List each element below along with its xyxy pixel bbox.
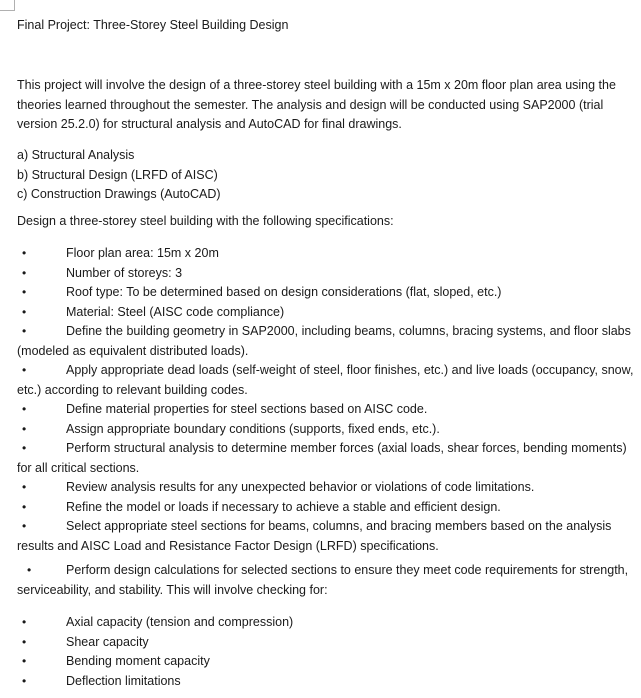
bullet-icon: • — [22, 441, 27, 455]
bullet-icon: • — [22, 615, 27, 629]
specifications-lead: Design a three-storey steel building with the following specifications: — [17, 214, 394, 228]
list-item-text: Bending moment capacity — [66, 654, 210, 668]
list-item-text: Number of storeys: 3 — [66, 265, 183, 280]
bullet-icon: • — [22, 265, 27, 280]
list-item — [17, 652, 639, 672]
list-item-text: Assign appropriate boundary conditions (supports, fixed ends, etc.). — [66, 421, 440, 436]
list-item — [17, 672, 639, 692]
list-item-text: Deflection limitations — [66, 673, 181, 688]
bullet-icon: • — [22, 363, 27, 377]
bullet-icon: • — [22, 673, 27, 688]
list-item-text: Shear capacity — [66, 634, 149, 649]
list-item — [17, 283, 639, 303]
list-item — [17, 561, 639, 600]
bullet-icon: • — [22, 634, 27, 649]
list-item — [17, 303, 639, 323]
list-item-text: Select appropriate steel sections for beams, columns, and bracing members based on the analysis results and AISC Load and Resistance Factor Design (LRFD) specifications. — [17, 519, 612, 553]
list-item-text: Material: Steel (AISC code compliance) — [66, 304, 285, 319]
specifications-list — [17, 244, 639, 556]
phase-item: b) Structural Design (LRFD of AISC) — [17, 167, 218, 182]
bullet-icon: • — [22, 304, 27, 319]
list-item-text: Define the building geometry in SAP2000, including beams, columns, bracing systems, and floor slabs (modeled as equivalent distributed loads). — [17, 324, 631, 358]
list-item-text: Review analysis results for any unexpected behavior or violations of code limitations. — [66, 480, 535, 494]
bullet-icon: • — [22, 480, 27, 494]
list-item — [17, 517, 639, 556]
list-item — [17, 244, 639, 264]
list-item — [17, 264, 639, 284]
intro-paragraph: This project will involve the design of a three-storey steel building with a 15m x 20m floor plan area using the theories learned throughout the semester. The analysis and design will be conducted using SAP2000 (trial version 25.2.0) for structural analysis and AutoCAD for final drawings. — [17, 78, 616, 131]
list-item — [17, 613, 639, 633]
list-item — [17, 420, 639, 440]
bullet-icon: • — [22, 246, 27, 260]
list-item-text: Apply appropriate dead loads (self-weight of steel, floor finishes, etc.) and live loads (occupancy, snow, etc.) according to relevant building codes. — [17, 363, 634, 397]
bullet-icon: • — [27, 563, 32, 577]
list-item-text: Define material properties for steel sections based on AISC code. — [66, 402, 428, 416]
phase-list — [17, 146, 221, 205]
list-item-text: Perform structural analysis to determine member forces (axial loads, shear forces, bending moments) for all critical sections. — [17, 441, 627, 475]
phase-item: c) Construction Drawings (AutoCAD) — [17, 187, 221, 201]
list-item — [17, 322, 639, 361]
list-item-text: Axial capacity (tension and compression) — [66, 615, 294, 629]
list-item-text: Refine the model or loads if necessary to achieve a stable and efficient design. — [66, 499, 501, 514]
bullet-icon: • — [22, 402, 27, 416]
capacity-checks-list — [17, 613, 639, 691]
bullet-icon: • — [22, 285, 27, 299]
design-calculation-list — [17, 561, 639, 600]
bullet-icon: • — [22, 421, 27, 436]
list-item-text: Perform design calculations for selected sections to ensure they meet code requirements for strength, serviceability, and stability. This will involve checking for: — [17, 563, 629, 597]
bullet-icon: • — [22, 654, 27, 668]
list-item — [17, 439, 639, 478]
list-item — [17, 478, 639, 498]
list-item — [17, 498, 639, 518]
list-item-text: Floor plan area: 15m x 20m — [66, 246, 219, 260]
phase-item: a) Structural Analysis — [17, 148, 135, 162]
bullet-icon: • — [22, 324, 27, 338]
list-item — [17, 361, 639, 400]
list-item — [17, 633, 639, 653]
bullet-icon: • — [22, 519, 27, 533]
list-item — [17, 400, 639, 420]
document-title: Final Project: Three-Storey Steel Building Design — [17, 18, 289, 32]
list-item-text: Roof type: To be determined based on design considerations (flat, sloped, etc.) — [66, 285, 502, 299]
page-corner-mark — [0, 0, 15, 11]
bullet-icon: • — [22, 499, 27, 514]
